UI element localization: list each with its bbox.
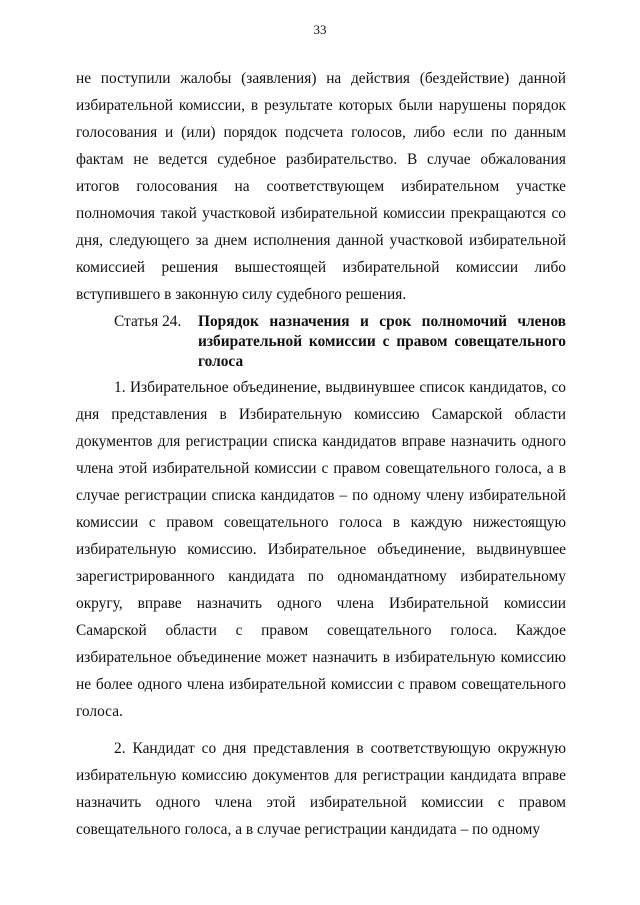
- continuation-paragraph: не поступили жалобы (заявления) на действия (бездействие) данной избирательной комиссии, в результате которых были нарушены порядок голосования и (или) порядок подсчета голосов, либо если по данным фактам не ведется судебное разбирательство. В случае обжалования итогов голосования на соответствующем избирательном участке полномочия такой участковой избирательной комиссии прекращаются со дня, следующего за днем исполнения данной участковой избирательной комиссией решения вышестоящей избирательной комиссии либо вступившего в законную силу судебного решения.: [76, 70, 566, 303]
- paragraph-item-1: 1. Избирательное объединение, выдвинувшее список кандидатов, со дня представления в Избирательную комиссию Самарской области документов для регистрации списка кандидатов вправе назначить одного члена этой избирательной комиссии с правом совещательного голоса, а в случае регистрации списка кандидатов – по одному члену избирательной комиссии с правом совещательного голоса в каждую нижестоящую избирательную комиссию. Избирательное объединение, выдвинувшее зарегистрированного кандидата по одномандатному избирательному округу, вправе назначить одного члена Избирательной комиссии Самарской области с правом совещательного голоса. Каждое избирательное объединение может назначить в избирательную комиссию не более одного члена избирательной комиссии с правом совещательного голоса.: [76, 379, 566, 720]
- article-heading: [76, 312, 566, 372]
- page-number: 33: [313, 22, 327, 37]
- document-body: [76, 65, 566, 843]
- paragraph-item-2: 2. Кандидат со дня представления в соответствующую окружную избирательную комиссию документов для регистрации кандидата вправе назначить одного члена этой избирательной комиссии с правом совещательного голоса, а в случае регистрации кандидата – по одному: [76, 740, 566, 838]
- article-label: Статья 24.: [114, 313, 182, 330]
- article-title: Порядок назначения и срок полномочий членов избирательной комиссии с правом совещательного голоса: [198, 313, 566, 370]
